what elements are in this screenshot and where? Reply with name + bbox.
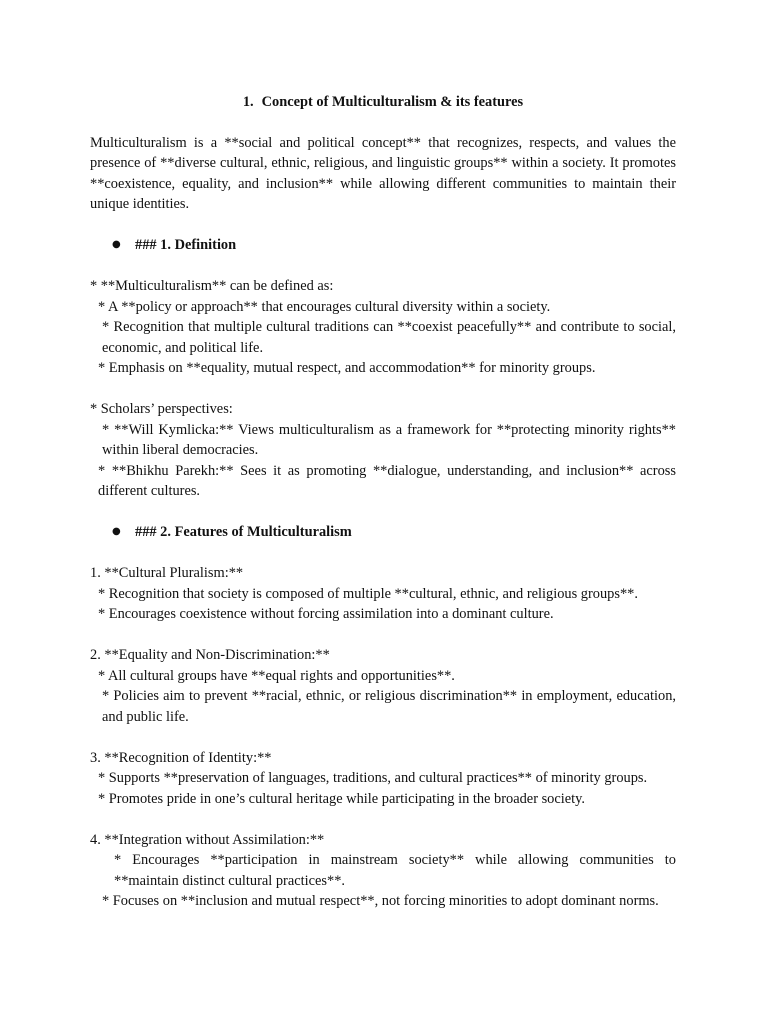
page-title (90, 92, 676, 113)
feature-point: * Encourages coexistence without forcing assimilation into a dominant culture. (98, 606, 554, 622)
section-heading-text: ### 1. Definition (135, 237, 237, 253)
feature-point: * Promotes pride in one’s cultural heritage while participating in the broader society. (98, 790, 586, 807)
scholars-line: * **Will Kymlicka:** Views multiculturalism as a framework for **protecting minority rights** within liberal democracies. (102, 421, 676, 458)
scholars-line: * Scholars’ perspectives: (90, 401, 233, 417)
feature-title: 4. **Integration without Assimilation:** (90, 831, 325, 848)
feature-point: * Encourages **participation in mainstream society** while allowing communities to **maintain distinct cultural practices**. (114, 852, 676, 889)
bullet-icon: ● (112, 239, 121, 250)
section-heading-text: ### 2. Features of Multiculturalism (135, 524, 352, 540)
feature-title: 1. **Cultural Pluralism:** (90, 565, 244, 581)
definition-line: * Emphasis on **equality, mutual respect, and accommodation** for minority groups. (98, 360, 596, 376)
title-number: 1. (242, 94, 254, 110)
definition-line: * **Multiculturalism** can be defined as: (90, 278, 334, 294)
definition-line: * Recognition that multiple cultural traditions can **coexist peacefully** and contribute to social, economic, and political life. (102, 319, 676, 356)
feature-title: 3. **Recognition of Identity:** (90, 749, 272, 766)
feature-point: * Focuses on **inclusion and mutual respect**, not forcing minorities to adopt dominant norms. (102, 893, 659, 909)
feature-title: 2. **Equality and Non-Discrimination:** (90, 647, 330, 663)
bullet-icon: ● (112, 526, 121, 537)
feature-point: * Policies aim to prevent **racial, ethnic, or religious discrimination** in employment, education, and public life. (102, 688, 676, 725)
document-body (90, 92, 676, 912)
feature-point: * Recognition that society is composed of multiple **cultural, ethnic, and religious groups**. (98, 585, 638, 602)
feature-point: * All cultural groups have **equal rights and opportunities**. (98, 667, 455, 684)
definition-line: * A **policy or approach** that encourages cultural diversity within a society. (98, 298, 551, 315)
scholars-line: * **Bhikhu Parekh:** Sees it as promoting **dialogue, understanding, and inclusion** across different cultures. (98, 462, 676, 499)
intro-paragraph: Multiculturalism is a **social and political concept** that recognizes, respects, and values the presence of **diverse cultural, ethnic, religious, and linguistic groups** within a society. It promotes **coexistence, equality, and inclusion** while allowing different communities to maintain their unique identities. (90, 134, 676, 212)
section-heading-definition (90, 235, 676, 256)
feature-point: * Supports **preservation of languages, traditions, and cultural practices** of minority groups. (98, 770, 648, 786)
section-heading-features (90, 522, 676, 543)
title-text: Concept of Multiculturalism & its features (261, 94, 524, 110)
